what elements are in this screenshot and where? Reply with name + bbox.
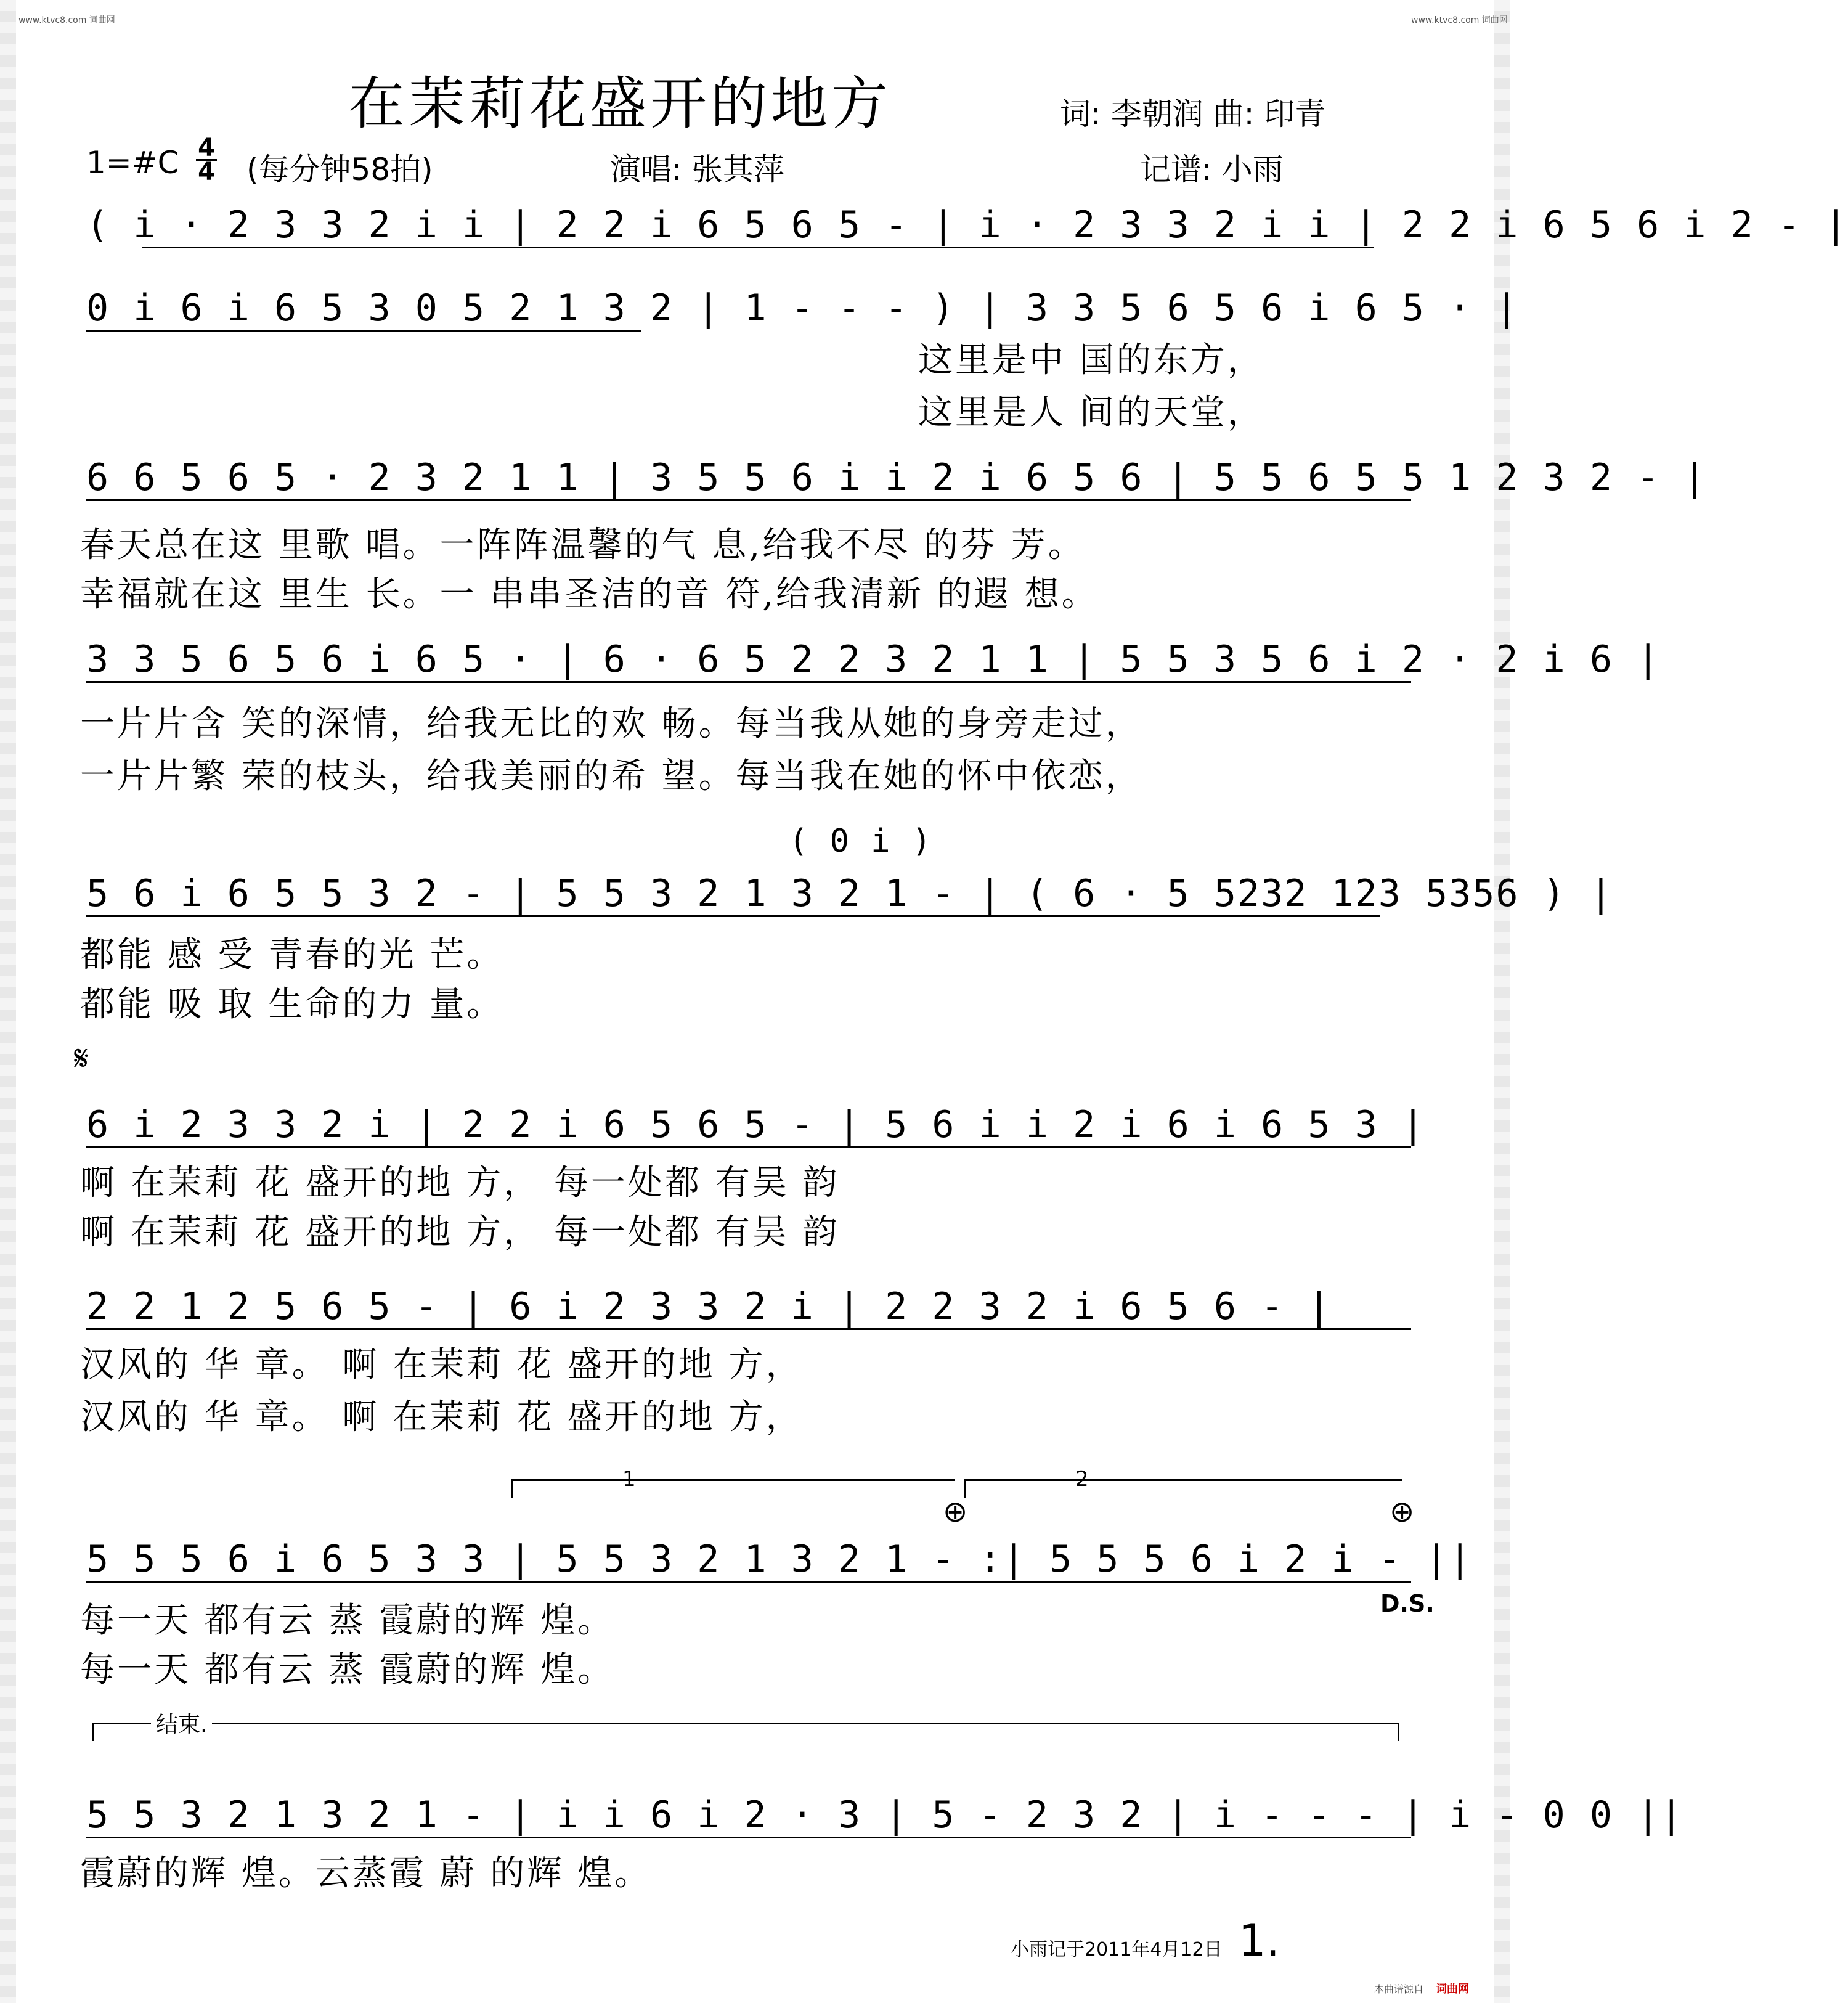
ending-hook-left [92, 1723, 94, 1741]
singer: 演唱: 张其萍 [610, 152, 784, 187]
ossia-notes: ( 0 i ) [789, 823, 933, 860]
underline-beam [142, 247, 1374, 248]
site-logo: 词曲网 [1436, 1983, 1469, 1996]
credits: 词: 李朝润 曲: 印青 [1060, 96, 1326, 132]
system-8-notes: 5 5 5 6 i 6 5 3 3 | 5 5 3 2 1 3 2 1 - :| 5 5 5 6 i 2 i - || [86, 1538, 1473, 1581]
transcription-date: 小雨记于2011年4月12日 [1011, 1939, 1223, 1960]
volta-2-label: 2 [1075, 1467, 1089, 1491]
system-6-lyrics-1: 啊 在茉莉 花 盛开的地 方， 每一处都 有吴 韵 [80, 1163, 840, 1203]
time-signature [196, 134, 217, 186]
underline-beam [86, 681, 1411, 683]
underline-beam [86, 1146, 1411, 1148]
coda-icon: ⊕ [943, 1495, 968, 1529]
underline-beam [86, 1837, 1411, 1838]
left-border [0, 0, 16, 2003]
volta-1-bracket [511, 1479, 955, 1481]
underline-beam [86, 1581, 1411, 1583]
system-8-lyrics-2: 每一天 都有云 蒸 霞蔚的辉 煌。 [80, 1650, 615, 1690]
underline-beam [86, 1328, 1411, 1330]
system-4-lyrics-1: 一片片含 笑的深情，给我无比的欢 畅。每当我从她的身旁走过， [80, 704, 1142, 744]
system-7-lyrics-2: 汉风的 华 章。 啊 在茉莉 花 盛开的地 方， [80, 1397, 803, 1437]
underline-beam [86, 499, 1411, 501]
system-8-lyrics-1: 每一天 都有云 蒸 霞蔚的辉 煌。 [80, 1601, 615, 1641]
corner-watermark-left: www.ktvc8.com 词曲网 [18, 15, 115, 25]
system-7-lyrics-1: 汉风的 华 章。 啊 在茉莉 花 盛开的地 方， [80, 1345, 803, 1385]
page-number: 1. [1239, 1915, 1280, 1966]
time-numerator: 4 [198, 134, 215, 162]
end-label: 结束. [151, 1707, 212, 1739]
system-5-lyrics-1: 都能 感 受 青春的光 芒。 [80, 935, 504, 975]
system-6-lyrics-2: 啊 在茉莉 花 盛开的地 方， 每一处都 有吴 韵 [80, 1212, 840, 1252]
volta-1-label: 1 [622, 1467, 636, 1491]
system-4-lyrics-2: 一片片繁 荣的枝头，给我美丽的希 望。每当我在她的怀中依恋， [80, 756, 1142, 796]
source-tag: 本曲谱源自 [1374, 1983, 1424, 1995]
coda-icon: ⊕ [1390, 1495, 1415, 1529]
system-6-notes: 6 i 2 3 3 2 i | 2 2 i 6 5 6 5 - | 5 6 i i 2 i 6 i 6 5 3 | [86, 1103, 1426, 1146]
key-signature: 1=#C [86, 145, 179, 181]
volta-1-hook [511, 1479, 513, 1498]
corner-watermark-right: www.ktvc8.com 词曲网 [1411, 15, 1508, 25]
underline-beam [86, 330, 641, 332]
system-9-notes: 5 5 3 2 1 3 2 1 - | i i 6 i 2 · 3 | 5 - 2 3 2 | i - - - | i - 0 0 || [86, 1793, 1684, 1837]
system-1-notes: ( i · 2 3 3 2 i i | 2 2 i 6 5 6 5 - | i · 2 3 3 2 i i | 2 2 i 6 5 6 i 2 - | [86, 203, 1848, 247]
volta-2-bracket [964, 1479, 1402, 1481]
system-4-notes: 3 3 5 6 5 6 i 6 5 · | 6 · 6 5 2 2 3 2 1 1 | 5 5 3 5 6 i 2 · 2 i 6 | [86, 638, 1661, 681]
ds-marking: D.S. [1380, 1590, 1435, 1617]
ending-hook-right [1398, 1723, 1399, 1741]
system-9-lyrics-1: 霞蔚的辉 煌。云蒸霞 蔚 的辉 煌。 [80, 1853, 652, 1893]
system-5-lyrics-2: 都能 吸 取 生命的力 量。 [80, 984, 504, 1024]
system-3-notes: 6 6 5 6 5 · 2 3 2 1 1 | 3 5 5 6 i i 2 i 6 5 6 | 5 5 6 5 5 1 2 3 2 - | [86, 456, 1708, 499]
system-2-lyrics-2: 这里是人 间的天堂， [918, 393, 1264, 433]
underline-beam [86, 915, 1380, 917]
system-3-lyrics-2: 幸福就在这 里生 长。一 串串圣洁的音 符,给我清新 的遐 想。 [80, 574, 1099, 614]
system-2-notes: 0 i 6 i 6 5 3 0 5 2 1 3 2 | 1 - - - ) | 3 3 5 6 5 6 i 6 5 · | [86, 287, 1520, 330]
song-title: 在茉莉花盛开的地方 [348, 71, 892, 137]
tempo: (每分钟58拍) [246, 152, 433, 187]
time-denominator: 4 [198, 158, 215, 186]
system-2-lyrics-1: 这里是中 国的东方， [918, 340, 1264, 380]
segno-icon: 𝄋 [74, 1038, 89, 1079]
system-3-lyrics-1: 春天总在这 里歌 唱。一阵阵温馨的气 息,给我不尽 的芬 芳。 [80, 525, 1085, 565]
system-5-notes: 5 6 i 6 5 5 3 2 - | 5 5 3 2 1 3 2 1 - | ( 6 · 5 5232 123 5356 ) | [86, 872, 1613, 915]
system-7-notes: 2 2 1 2 5 6 5 - | 6 i 2 3 3 2 i | 2 2 3 2 i 6 5 6 - | [86, 1285, 1332, 1328]
ending-bracket [92, 1723, 1399, 1724]
transcriber: 记谱: 小雨 [1140, 152, 1284, 187]
